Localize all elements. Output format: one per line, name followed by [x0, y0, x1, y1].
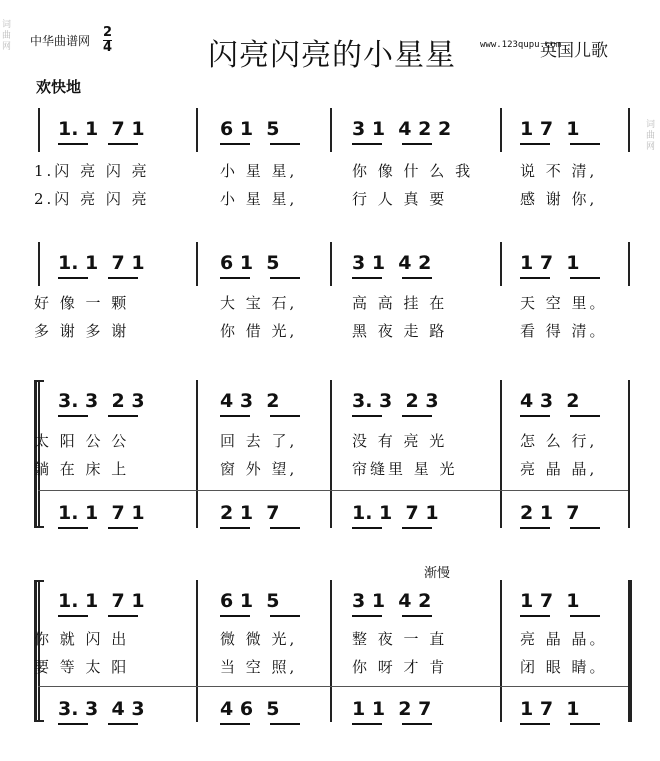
beam-underline	[352, 143, 382, 145]
beam-underline	[520, 415, 550, 417]
watermark-left	[2, 0, 14, 761]
tempo-marking: 欢快地	[36, 78, 82, 96]
lyric-segment: 感 谢 你,	[520, 190, 598, 208]
lyric-segment: 没 有 亮 光	[352, 432, 448, 450]
notation-measure: 1. 1 7 1	[58, 590, 145, 612]
notation-measure: 3. 3 2 3	[352, 390, 439, 412]
notation-measure: 1 7 1	[520, 118, 580, 140]
barline	[38, 380, 40, 528]
barline	[196, 580, 198, 722]
time-sig-top: 2	[103, 25, 113, 40]
lyric-segment: 要 等 太 阳	[34, 658, 130, 676]
notation-measure: 1 7 1	[520, 590, 580, 612]
beam-underline	[108, 143, 138, 145]
lyric-segment: 回 去 了,	[220, 432, 298, 450]
beam-underline	[520, 723, 550, 725]
lyric-segment: 怎 么 行,	[520, 432, 598, 450]
beam-underline	[58, 143, 88, 145]
lyric-segment: 说 不 清,	[520, 162, 598, 180]
barline	[500, 242, 502, 286]
barline	[196, 242, 198, 286]
barline	[196, 108, 198, 152]
site-url: www.123qupu.com	[480, 40, 562, 50]
beam-underline	[570, 723, 600, 725]
beam-underline	[570, 415, 600, 417]
lyric-segment: 看 得 清。	[520, 322, 608, 340]
system-bracket-bottom	[34, 720, 44, 722]
time-sig-bottom: 4	[103, 40, 113, 55]
beam-underline	[402, 723, 432, 725]
divider	[38, 686, 628, 687]
barline	[628, 242, 630, 286]
lower-voice-measure: 2 1 7	[220, 502, 280, 524]
system-bracket-bottom	[34, 526, 44, 528]
beam-underline	[220, 527, 250, 529]
notation-measure: 6 1 5	[220, 590, 280, 612]
beam-underline	[352, 527, 382, 529]
lyric-segment: 微 微 光,	[220, 630, 298, 648]
watermark-text: 词曲网	[646, 120, 656, 152]
beam-underline	[352, 277, 382, 279]
beam-underline	[220, 615, 250, 617]
beam-underline	[402, 143, 432, 145]
lyric-segment: 2.闪 亮 闪 亮	[34, 190, 150, 208]
lyric-segment: 闭 眼 睛。	[520, 658, 608, 676]
beam-underline	[402, 415, 432, 417]
notation-measure: 3 1 4 2 2	[352, 118, 452, 140]
system-bracket-top	[34, 580, 44, 582]
beam-underline	[402, 615, 432, 617]
lyric-segment: 大 宝 石,	[220, 294, 298, 312]
notation-measure: 4 3 2	[220, 390, 280, 412]
lyric-segment: 天 空 里。	[520, 294, 608, 312]
lyric-segment: 高 高 挂 在	[352, 294, 448, 312]
beam-underline	[220, 415, 250, 417]
lyric-segment: 当 空 照,	[220, 658, 298, 676]
lower-voice-measure: 1. 1 7 1	[58, 502, 145, 524]
lyric-segment: 亮 晶 晶。	[520, 630, 608, 648]
beam-underline	[220, 723, 250, 725]
lyric-segment: 黑 夜 走 路	[352, 322, 448, 340]
system-bracket-top	[34, 380, 44, 382]
beam-underline	[270, 723, 300, 725]
beam-underline	[352, 723, 382, 725]
beam-underline	[270, 277, 300, 279]
song-origin: 英国儿歌	[540, 41, 608, 61]
lower-voice-measure: 4 6 5	[220, 698, 280, 720]
beam-underline	[58, 277, 88, 279]
notation-measure: 4 3 2	[520, 390, 580, 412]
beam-underline	[570, 277, 600, 279]
lyric-segment: 你 像 什 么 我	[352, 162, 474, 180]
beam-underline	[270, 615, 300, 617]
beam-underline	[520, 143, 550, 145]
lyric-segment: 小 星 星,	[220, 162, 298, 180]
notation-measure: 6 1 5	[220, 252, 280, 274]
beam-underline	[402, 277, 432, 279]
beam-underline	[58, 615, 88, 617]
barline	[628, 380, 630, 528]
lower-voice-measure: 2 1 7	[520, 502, 580, 524]
lyric-segment: 帘缝里 星 光	[352, 460, 458, 478]
notation-measure: 3 1 4 2	[352, 590, 432, 612]
lyric-segment: 亮 晶 晶,	[520, 460, 598, 478]
system-brace	[34, 580, 37, 722]
beam-underline	[270, 527, 300, 529]
beam-underline	[58, 723, 88, 725]
divider	[38, 490, 628, 491]
lower-voice-measure: 1. 1 7 1	[352, 502, 439, 524]
notation-measure: 6 1 5	[220, 118, 280, 140]
barline	[500, 108, 502, 152]
lyric-segment: 躺 在 床 上	[34, 460, 130, 478]
barline	[628, 108, 630, 152]
lyric-segment: 整 夜 一 直	[352, 630, 448, 648]
beam-underline	[570, 615, 600, 617]
beam-underline	[108, 415, 138, 417]
notation-measure: 1 7 1	[520, 252, 580, 274]
watermark-text: 词曲网	[2, 20, 12, 52]
lower-voice-measure: 3. 3 4 3	[58, 698, 145, 720]
lyric-segment: 你 就 闪 出	[34, 630, 130, 648]
lyric-segment: 1.闪 亮 闪 亮	[34, 162, 150, 180]
beam-underline	[520, 277, 550, 279]
lyric-segment: 多 谢 多 谢	[34, 322, 130, 340]
barline	[628, 580, 632, 722]
lower-voice-measure: 1 7 1	[520, 698, 580, 720]
notation-measure: 3 1 4 2	[352, 252, 432, 274]
beam-underline	[520, 615, 550, 617]
beam-underline	[58, 527, 88, 529]
barline	[38, 242, 40, 286]
tempo-change: 渐慢	[424, 566, 451, 581]
notation-measure: 1. 1 7 1	[58, 252, 145, 274]
beam-underline	[220, 277, 250, 279]
beam-underline	[108, 723, 138, 725]
barline	[38, 580, 40, 722]
barline	[330, 580, 332, 722]
time-signature	[103, 26, 112, 55]
barline	[330, 108, 332, 152]
watermark-right	[646, 0, 658, 761]
beam-underline	[108, 615, 138, 617]
beam-underline	[352, 615, 382, 617]
barline	[330, 380, 332, 528]
beam-underline	[270, 415, 300, 417]
lyric-segment: 行 人 真 要	[352, 190, 448, 208]
lyric-segment: 你 呀 才 肯	[352, 658, 448, 676]
beam-underline	[220, 143, 250, 145]
song-title: 闪亮闪亮的小星星	[208, 38, 456, 73]
lyric-segment: 窗 外 望,	[220, 460, 298, 478]
lyric-segment: 好 像 一 颗	[34, 294, 130, 312]
lyric-segment: 你 借 光,	[220, 322, 298, 340]
barline	[196, 380, 198, 528]
lyric-segment: 小 星 星,	[220, 190, 298, 208]
lower-voice-measure: 1 1 2 7	[352, 698, 432, 720]
beam-underline	[570, 527, 600, 529]
beam-underline	[520, 527, 550, 529]
barline	[500, 580, 502, 722]
notation-measure: 3. 3 2 3	[58, 390, 145, 412]
beam-underline	[352, 415, 382, 417]
system-brace	[34, 380, 37, 528]
beam-underline	[402, 527, 432, 529]
barline	[500, 380, 502, 528]
site-name: 中华曲谱网	[30, 34, 91, 48]
beam-underline	[108, 277, 138, 279]
barline	[38, 108, 40, 152]
barline	[330, 242, 332, 286]
beam-underline	[270, 143, 300, 145]
beam-underline	[108, 527, 138, 529]
beam-underline	[58, 415, 88, 417]
beam-underline	[570, 143, 600, 145]
notation-measure: 1. 1 7 1	[58, 118, 145, 140]
lyric-segment: 太 阳 公 公	[34, 432, 130, 450]
